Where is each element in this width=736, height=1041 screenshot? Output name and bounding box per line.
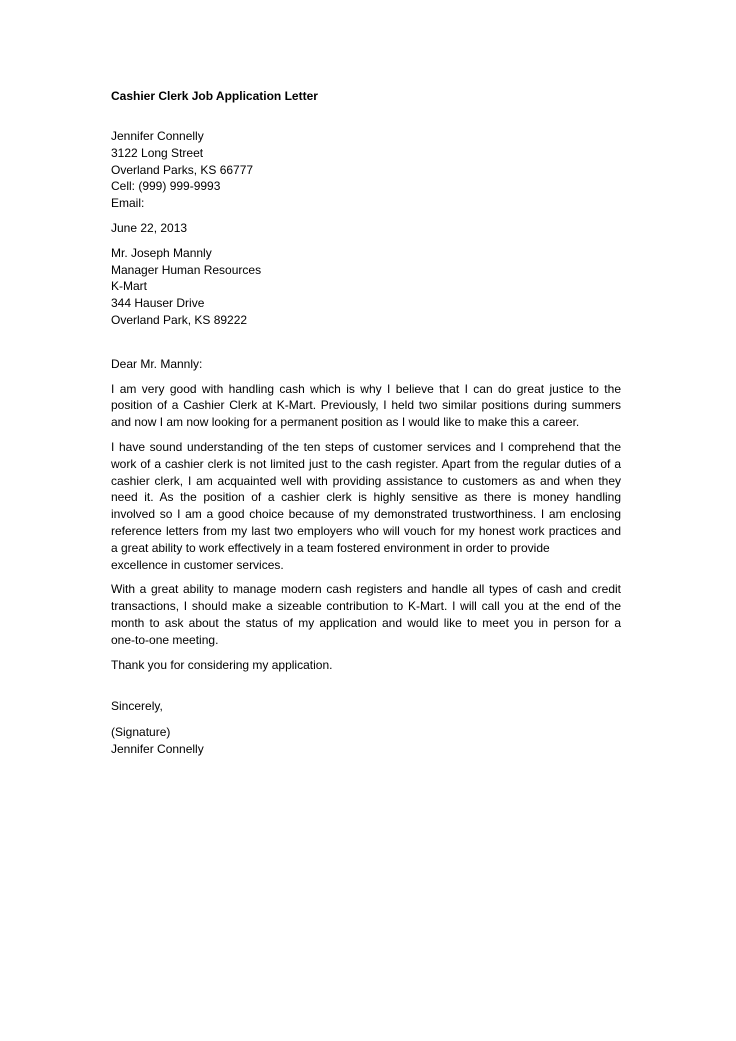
paragraph-line: I am very good with handling cash which is why I believe that I can do great justice to the — [111, 381, 621, 396]
salutation-text: Dear Mr. Mannly: — [111, 356, 203, 371]
date-text: June 22, 2013 — [111, 220, 188, 235]
paragraph-line: cashier clerk, I am acquainted well with providing assistance to customers as and when they — [111, 473, 621, 488]
signature-block — [111, 724, 621, 758]
body-paragraph — [111, 381, 621, 431]
recipient-company: K-Mart — [111, 279, 147, 294]
letter-title: Cashier Clerk Job Application Letter — [111, 89, 318, 103]
paragraph-line: a great ability to work effectively in a team fostered environment in order to provide — [111, 540, 550, 555]
paragraph-line: one-to-one meeting. — [111, 632, 219, 647]
signature-name: Jennifer Connelly — [111, 741, 204, 756]
thanks-line — [111, 657, 621, 674]
body-paragraph — [111, 581, 621, 648]
letter-content — [111, 88, 621, 758]
paragraph-line: With a great ability to manage modern cash registers and handle all types of cash and credit — [111, 582, 621, 597]
body-paragraph — [111, 439, 621, 573]
closing — [111, 698, 621, 715]
recipient-city: Overland Park, KS 89222 — [111, 312, 248, 327]
closing-text: Sincerely, — [111, 699, 163, 714]
paragraph-line: I have sound understanding of the ten steps of customer services and I comprehend that the — [111, 439, 621, 454]
letter-date — [111, 220, 621, 237]
paragraph-line: position of a Cashier Clerk at K-Mart. Previously, I held two similar positions during summers — [111, 398, 621, 413]
sender-email: Email: — [111, 196, 145, 211]
paragraph-line: work of a cashier clerk is not limited just to the cash register. Apart from the regular duties of a — [111, 456, 621, 471]
sender-city: Overland Parks, KS 66777 — [111, 162, 254, 177]
salutation — [111, 356, 621, 373]
sender-cell: Cell: (999) 999-9993 — [111, 179, 221, 194]
recipient-address-block — [111, 245, 621, 329]
sender-street: 3122 Long Street — [111, 145, 204, 160]
sender-name: Jennifer Connelly — [111, 129, 204, 143]
thanks-text: Thank you for considering my application. — [111, 657, 333, 672]
signature-placeholder: (Signature) — [111, 725, 171, 740]
recipient-name: Mr. Joseph Mannly — [111, 245, 212, 260]
sender-address-block — [111, 128, 621, 212]
paragraph-line: transactions, I should make a sizeable contribution to K-Mart. I will call you at the end of the — [111, 599, 621, 614]
paragraph-line: reference letters from my last two employers who will vouch for my honest work practices and — [111, 523, 621, 538]
recipient-title: Manager Human Resources — [111, 262, 262, 277]
paragraph-line: need it. As the position of a cashier clerk is highly sensitive as there is money handling — [111, 490, 621, 505]
paragraph-line: and now I am now looking for a permanent position as I would like to make this a career. — [111, 415, 580, 430]
paragraph-line: involved so I am a good choice because of my demonstrated trustworthiness. I am enclosing — [111, 507, 621, 522]
paragraph-line: month to ask about the status of my application and would like to meet you in person for a — [111, 615, 621, 630]
paragraph-line: excellence in customer services. — [111, 557, 284, 572]
recipient-street: 344 Hauser Drive — [111, 296, 205, 311]
